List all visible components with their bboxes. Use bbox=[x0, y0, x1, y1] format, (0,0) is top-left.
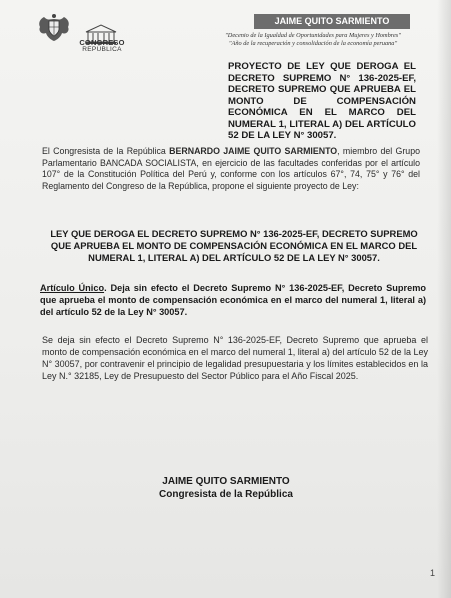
signer-role: Congresista de la República bbox=[159, 489, 293, 500]
articulo-unico bbox=[40, 282, 426, 318]
intro-congressman-name: BERNARDO JAIME QUITO SARMIENTO bbox=[169, 146, 338, 156]
decenio-line-1: "Decenio de la Igualdad de Oportunidades para Mujeres y Hombres" bbox=[225, 32, 401, 39]
logo-text-congreso: CONGRESO bbox=[79, 38, 125, 47]
intro-rest: , miembro del Grupo Parlamentario BANCADA SOCIALISTA, en ejercicio de las facultades conferidas por el artículo 107° de la Constitución Política del Perú y, conforme con los artículos 67°, 74, 75° y 76° del Reglamento del Congreso de la República, propone el siguiente proyecto de Ley: bbox=[42, 146, 420, 192]
page-number: 1 bbox=[430, 568, 436, 578]
law-title: LEY QUE DEROGA EL DECRETO SUPREMO N° 136-2025-EF, DECRETO SUPREMO QUE APRUEBA EL MONTO DE COMPENSACIÓN ECONÓMICA EN EL MARCO DEL NUMERAL 1, LITERAL A) DEL ARTÍCULO 52 DE LA LEY N° 30057. bbox=[50, 228, 418, 263]
signer-name: JAIME QUITO SARMIENTO bbox=[162, 476, 290, 487]
intro-paragraph bbox=[42, 146, 420, 193]
body-paragraph: Se deja sin efecto el Decreto Supremo N° 136-2025-EF, Decreto Supremo que aprueba el monto de compensación económica en el marco del numeral 1, literal a) del artículo 52 de la Ley N° 30057, por contravenir el principio de legalidad presupuestaria y los límites establecidos en la Ley N.° 32185, Ley de Presupuesto del Sector Público para el Año Fiscal 2025. bbox=[42, 335, 428, 381]
decenio-header bbox=[202, 32, 424, 48]
articulo-label: Artículo Único bbox=[40, 283, 105, 293]
articulo-text: . Deja sin efecto el Decreto Supremo N° 136-2025-EF, Decreto Supremo que aprueba el monto de compensación económica en el marco del numeral 1, literal a) del artículo 52 de la Ley N° 30057. bbox=[40, 283, 426, 317]
signature-block bbox=[120, 475, 332, 501]
page-edge-shadow bbox=[437, 0, 451, 598]
proyecto-heading: PROYECTO DE LEY QUE DEROGA EL DECRETO SUPREMO N° 136-2025-EF, DECRETO SUPREMO QUE APRUEBA EL MONTO DE COMPENSACIÓN ECONÓMICA EN EL MARCO DEL NUMERAL 1, LITERAL A) DEL ARTÍCULO 52 DE LA LEY N° 30057. bbox=[228, 61, 416, 141]
decenio-line-2: "Año de la recuperación y consolidación de la economía peruana" bbox=[228, 40, 398, 47]
logo-text-republica: REPÚBLICA bbox=[82, 46, 122, 53]
national-coat-of-arms-icon bbox=[36, 13, 72, 45]
author-name-banner: JAIME QUITO SARMIENTO bbox=[254, 14, 410, 29]
intro-lead: El Congresista de la República bbox=[42, 146, 170, 156]
